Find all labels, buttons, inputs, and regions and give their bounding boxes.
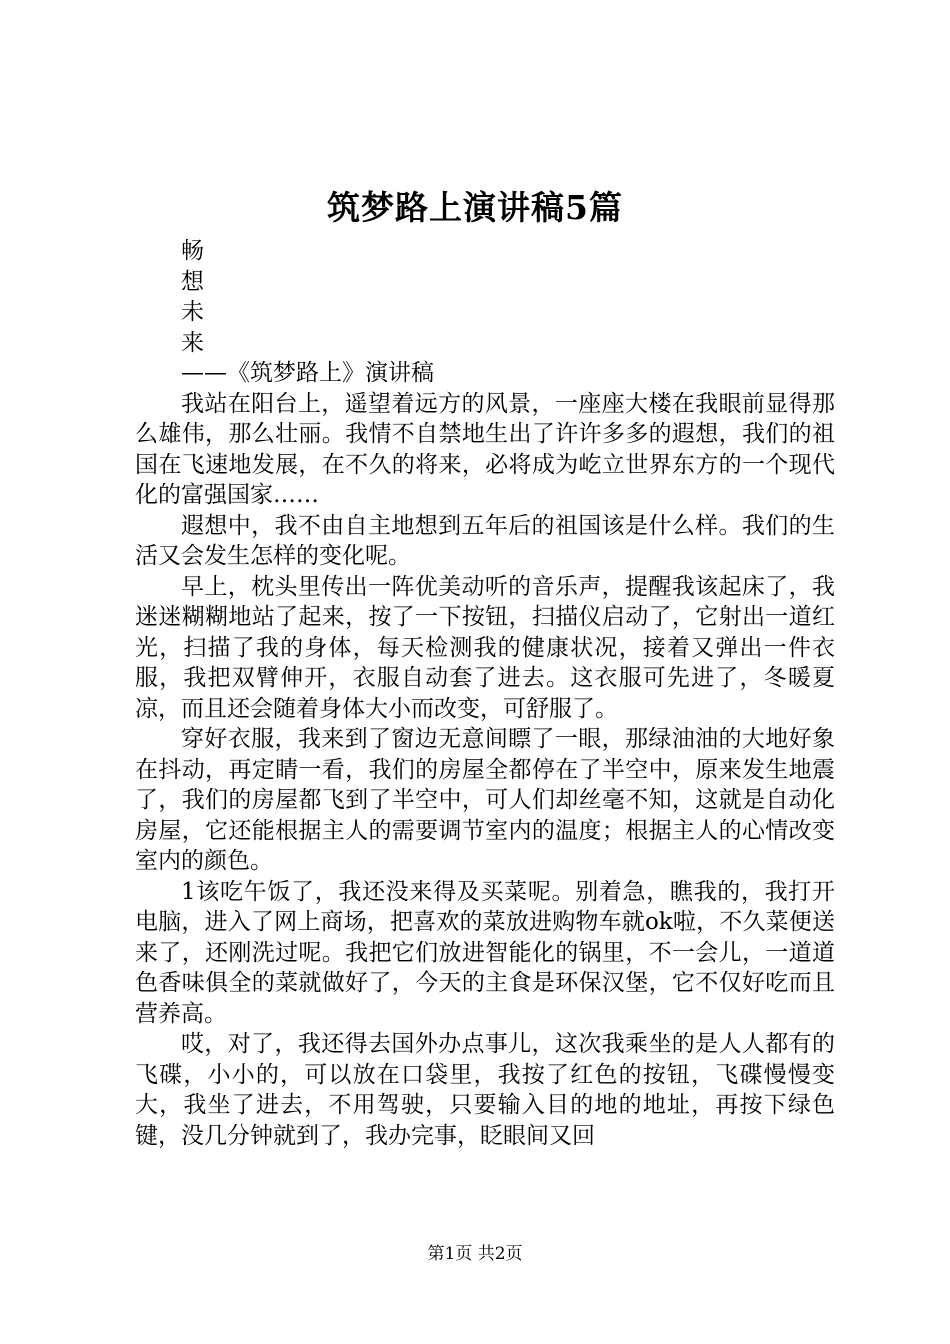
document-title: 筑梦路上演讲稿5篇 [327,188,623,227]
vertical-heading-char: 畅 [181,238,204,264]
vertical-heading-char: 未 [181,299,204,325]
body-paragraph: 早上，枕头里传出一阵优美动听的音乐声，提醒我该起床了，我迷迷糊糊地站了起来，按了一下按钮，扫描仪启动了，它射出一道红光，扫描了我的身体，每天检测我的健康状况，接着又弹出一件衣服，我把双臂伸开，衣服自动套了进去。这衣服可先进了，冬暖夏凉，而且还会随着身体大小而改变，可舒服了。 [135,573,835,722]
body-paragraph: 1该吃午饭了，我还没来得及买菜呢。别着急，瞧我的，我打开电脑，进入了网上商场，把喜欢的菜放进购物车就ok啦，不久菜便送来了，还刚洗过呢。我把它们放进智能化的锅里，不一会儿，一道道色香味俱全的菜就做好了，今天的主食是环保汉堡，它不仅好吃而且营养高。 [135,878,835,1027]
body-paragraph: 我站在阳台上，遥望着远方的风景，一座座大楼在我眼前显得那么雄伟，那么壮丽。我情不自禁地生出了许许多多的遐想，我们的祖国在飞速地发展，在不久的将来，必将成为屹立世界东方的一个现代化的富强国家…… [135,390,835,508]
document-body [135,236,835,1151]
body-paragraph: 穿好衣服，我来到了窗边无意间瞟了一眼，那绿油油的大地好象在抖动，再定睛一看，我们的房屋全都停在了半空中，原来发生地震了，我们的房屋都飞到了半空中，可人们却丝毫不知，这就是自动化房屋，它还能根据主人的需要调节室内的温度；根据主人的心情改变室内的颜色。 [135,726,835,874]
page-number-footer: 第1页 共2页 [427,1244,523,1264]
document-subtitle: ——《筑梦路上》演讲稿 [181,360,434,386]
vertical-heading-char: 想 [181,268,204,295]
body-paragraph: 遐想中，我不由自主地想到五年后的祖国该是什么样。我们的生活又会发生怎样的变化呢。 [135,512,835,569]
vertical-heading-char: 来 [181,329,204,356]
body-paragraph: 哎，对了，我还得去国外办点事儿，这次我乘坐的是人人都有的飞碟，小小的，可以放在口袋里，我按了红色的按钮，飞碟慢慢变大，我坐了进去，不用驾驶，只要输入目的地的地址，再按下绿色键，没几分钟就到了，我办完事，眨眼间又回 [135,1031,835,1149]
